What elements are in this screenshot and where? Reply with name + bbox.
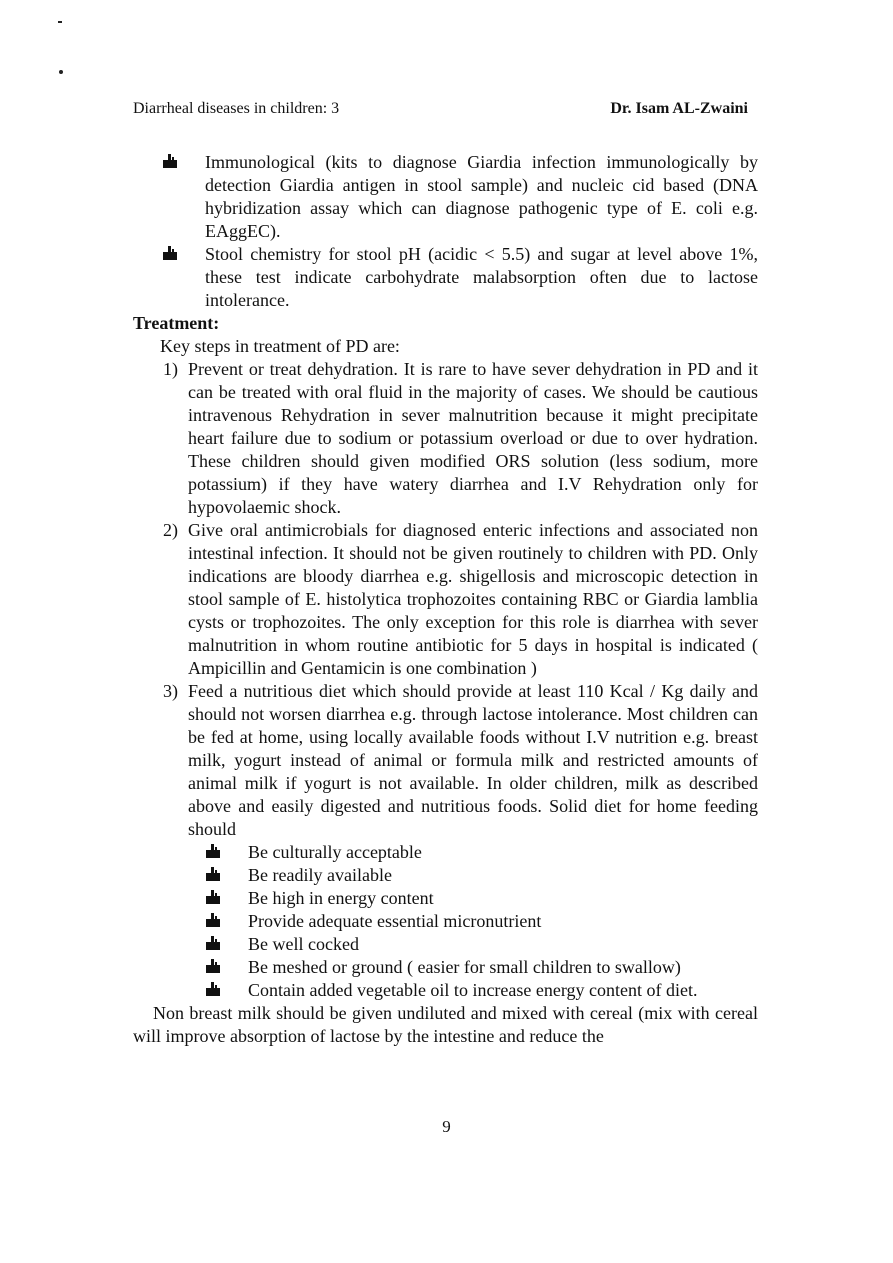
scan-speck: [59, 70, 63, 74]
step-text: Prevent or treat dehydration. It is rare to have sever dehydration in PD and it can be treated with oral fluid in the majority of cases. We should be cautious intravenous Rehydration in sever malnutrition because it might precipitate heart failure due to sodium or potassium overload or due to over hydration. These children should given modified ORS solution (less sodium, more potassium) if they have watery diarrhea and I.V Rehydration only for hypovolaemic shock.: [188, 359, 758, 517]
numbered-step: [133, 519, 758, 680]
running-header-title: Diarrheal diseases in children: 3: [133, 100, 340, 117]
section-intro: Key steps in treatment of PD are:: [160, 336, 400, 356]
diet-point-text: Provide adequate essential micronutrient: [248, 911, 542, 931]
step-number: 1): [163, 359, 178, 379]
list-item: [133, 841, 758, 864]
numbered-step: [133, 680, 758, 841]
page-number: 9: [442, 1117, 451, 1136]
diet-point-text: Be culturally acceptable: [248, 842, 422, 862]
diet-point-text: Be readily available: [248, 865, 392, 885]
hand-bullet-icon: [160, 245, 180, 263]
diet-point-text: Be well cocked: [248, 934, 359, 954]
diet-point-text: Be high in energy content: [248, 888, 434, 908]
diet-point-text: Contain added vegetable oil to increase energy content of diet.: [248, 980, 698, 1000]
list-item: [133, 151, 758, 243]
hand-bullet-icon: [203, 981, 223, 999]
bullet-text: Immunological (kits to diagnose Giardia infection immunologically by detection Giardia antigen in stool sample) and nucleic cid based (DNA hybridization assay which can diagnose pathogenic type of E. coli e.g. EAggEC).: [205, 152, 758, 241]
running-header-author: Dr. Isam AL-Zwaini: [610, 100, 748, 117]
numbered-step: [133, 358, 758, 519]
hand-bullet-icon: [203, 935, 223, 953]
bullet-text: Stool chemistry for stool pH (acidic < 5.5) and sugar at level above 1%, these test indicate carbohydrate malabsorption often due to lactose intolerance.: [205, 244, 758, 310]
list-item: [133, 864, 758, 887]
list-item: [133, 887, 758, 910]
hand-bullet-icon: [203, 958, 223, 976]
step-text: Give oral antimicrobials for diagnosed enteric infections and associated non intestinal infection. It should not be given routinely to children with PD. Only indications are bloody diarrhea e.g. shigellosis and microscopic detection in stool sample of E. histolytica trophozoites containing RBC or Giardia lamblia cysts or trophozoites. The only exception for this role is diarrhea with sever malnutrition in whom routine antibiotic for 5 days in hospital is indicated ( Ampicillin and Gentamicin is one combination ): [188, 520, 758, 678]
closing-paragraph: Non breast milk should be given undiluted and mixed with cereal (mix with cereal will improve absorption of lactose by the intestine and reduce the: [133, 1003, 758, 1046]
hand-bullet-icon: [203, 843, 223, 861]
list-item: [133, 979, 758, 1002]
step-text: Feed a nutritious diet which should provide at least 110 Kcal / Kg daily and should not worsen diarrhea e.g. through lactose intolerance. Most children can be fed at home, using locally available foods without I.V nutrition e.g. breast milk, yogurt instead of animal or formula milk and restricted amounts of animal milk if yogurt is not available. In older children, milk as described above and easily digested and nutritious foods. Solid diet for home feeding should: [188, 681, 758, 839]
list-item: [133, 910, 758, 933]
step-number: 3): [163, 681, 178, 701]
section-heading: Treatment:: [133, 313, 220, 333]
hand-bullet-icon: [203, 866, 223, 884]
content-block: [133, 151, 758, 1048]
list-item: [133, 243, 758, 312]
list-item: [133, 956, 758, 979]
hand-bullet-icon: [160, 153, 180, 171]
list-item: [133, 933, 758, 956]
diet-point-text: Be meshed or ground ( easier for small children to swallow): [248, 957, 681, 977]
scan-speck: [58, 21, 62, 23]
hand-bullet-icon: [203, 912, 223, 930]
step-number: 2): [163, 520, 178, 540]
hand-bullet-icon: [203, 889, 223, 907]
diet-points-list: [133, 841, 758, 1002]
